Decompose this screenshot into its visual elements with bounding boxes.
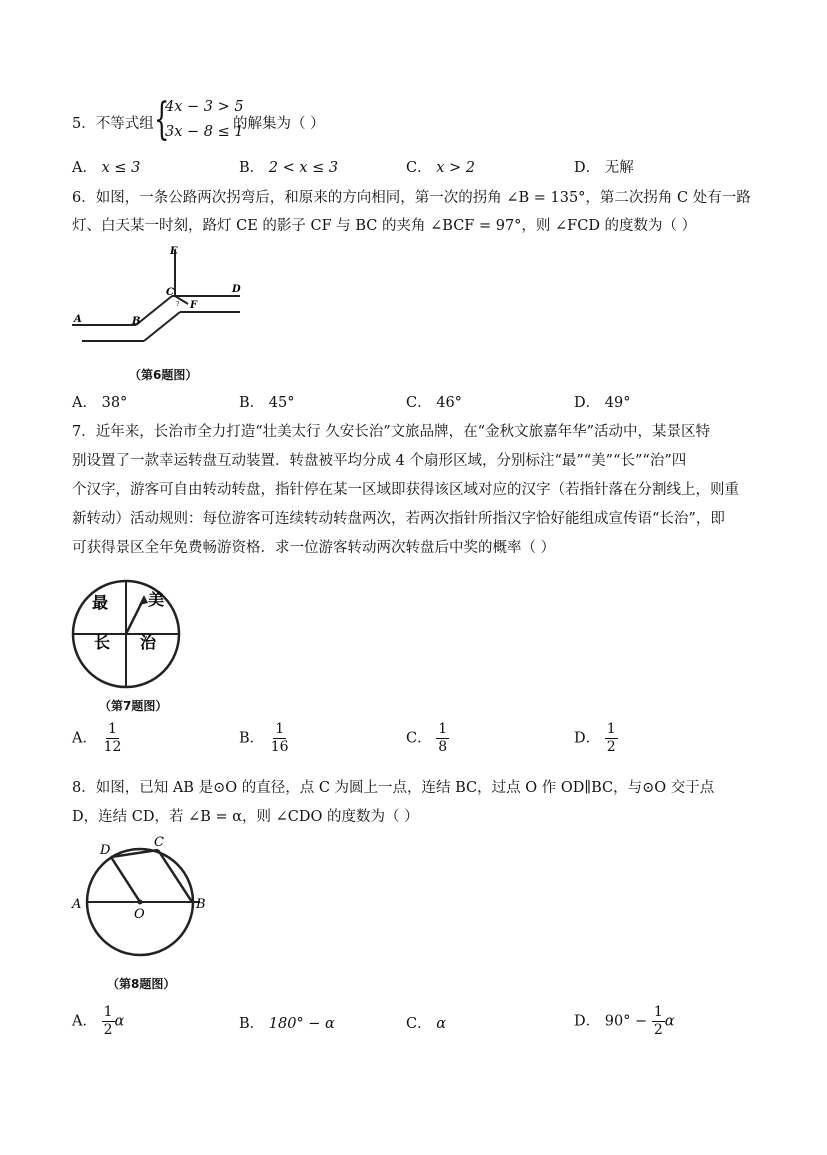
q6-option-d[interactable]: [574, 391, 630, 412]
label-b: B: [196, 897, 206, 912]
option-value: 2 < x ≤ 3: [268, 160, 339, 176]
option-label: C．: [406, 730, 432, 747]
option-value: α: [664, 1013, 675, 1030]
center-point: [138, 900, 143, 905]
label-d: D: [100, 843, 111, 858]
option-label: B．: [239, 730, 265, 747]
numerator: 1: [103, 1004, 113, 1020]
q7-line3: 个汉字，游客可自由转动转盘，指针停在某一区域即获得该区域对应的汉字（若指针落在分割线上，则重: [72, 482, 739, 498]
fraction: [436, 721, 449, 756]
q8-line1: 8．如图，已知 AB 是⊙O 的直径，点 C 为圆上一点，连结 BC，过点 O 作 OD∥BC，与⊙O 交于点: [72, 780, 715, 796]
q5-lead: 5．不等式组: [72, 116, 154, 132]
option-value: 38°: [101, 395, 128, 411]
numerator: 1: [275, 721, 285, 737]
q8-option-a[interactable]: [72, 1004, 124, 1039]
option-label: B．: [239, 1016, 265, 1032]
q7-line5: 可获得景区全年免费畅游资格．求一位游客转动两次转盘后中奖的概率（ ）: [72, 540, 556, 556]
arrow-head-icon: [139, 595, 148, 605]
q7-caption: （第7题图）: [99, 699, 168, 713]
denominator: 2: [653, 1021, 663, 1038]
q5-option-a[interactable]: [72, 156, 140, 177]
q5-tail: 的解集为（ ）: [233, 116, 325, 132]
denominator: 2: [103, 1021, 113, 1038]
numerator: 1: [108, 721, 117, 737]
option-label: D．: [574, 730, 601, 747]
label-q: ?: [176, 301, 180, 308]
fraction: [102, 721, 124, 756]
sector-zhi: 治: [140, 633, 157, 652]
label-d: D: [232, 284, 241, 295]
q6-line1: 6．如图，一条公路两次拐弯后，和原来的方向相同，第一次的拐角 ∠B = 135°，第二次拐角 C 处有一路: [72, 190, 751, 206]
numerator: 1: [438, 721, 448, 737]
option-value: α: [114, 1013, 125, 1030]
option-value: 49°: [604, 395, 631, 411]
q8-line2: D，连结 CD，若 ∠B = α，则 ∠CDO 的度数为（ ）: [72, 809, 419, 825]
q5-ineq1: 4x − 3 > 5: [165, 99, 244, 115]
option-label: A．: [72, 730, 97, 747]
q6-option-a[interactable]: [72, 391, 127, 412]
q7-line1: 7．近年来，长治市全力打造“壮美太行 久安长治”文旅品牌，在“金秋文旅嘉年华”活动中，某景区特: [72, 424, 710, 440]
denominator: 8: [438, 738, 448, 755]
fraction: [605, 721, 618, 756]
denominator: 2: [606, 738, 616, 755]
option-value: x > 2: [436, 160, 475, 176]
option-label: B．: [239, 160, 265, 176]
option-label: C．: [406, 395, 432, 411]
q6-road-figure: [68, 240, 248, 350]
fraction: [652, 1004, 665, 1039]
option-label: B．: [239, 395, 265, 411]
option-value: α: [436, 1016, 447, 1032]
q7-line4: 新转动）活动规则：每位游客可连续转动转盘两次，若两次指针所指汉字恰好能组成宣传语“长治”，即: [72, 511, 725, 527]
label-a: A: [72, 897, 82, 912]
fraction: [269, 721, 291, 756]
q7-line2: 别设置了一款幸运转盘互动装置．转盘被平均分成 4 个扇形区域，分别标注“最”“美”“长”“治”四: [72, 453, 687, 469]
denominator: 12: [103, 738, 122, 755]
q8-circle-figure: [68, 832, 218, 964]
q5-option-b[interactable]: [239, 156, 338, 177]
q8-option-c[interactable]: [406, 1012, 446, 1033]
label-c: C: [166, 287, 174, 298]
sector-chang: 长: [94, 633, 111, 652]
option-label: A．: [72, 1013, 97, 1030]
option-value: 无解: [604, 160, 634, 176]
q6-line2: 灯、白天某一时刻，路灯 CE 的影子 CF 与 BC 的夹角 ∠BCF = 97°，则 ∠FCD 的度数为（ ）: [72, 218, 697, 234]
option-label: D．: [574, 1013, 601, 1030]
option-value: 180° − α: [268, 1016, 335, 1032]
option-value-prefix: 90° −: [604, 1013, 652, 1030]
label-f: F: [190, 300, 198, 311]
label-e: E: [170, 246, 178, 257]
option-value: 46°: [436, 395, 462, 411]
sector-mei: 美: [148, 590, 165, 609]
option-value: x ≤ 3: [101, 160, 141, 176]
q7-option-c[interactable]: [406, 721, 449, 756]
numerator: 1: [653, 1004, 663, 1020]
option-label: C．: [406, 160, 432, 176]
q7-spinner-figure: [70, 578, 182, 690]
q6-option-c[interactable]: [406, 391, 462, 412]
option-value: 45°: [268, 395, 295, 411]
q7-option-b[interactable]: [239, 721, 291, 756]
option-label: A．: [72, 395, 97, 411]
label-c: C: [154, 835, 164, 850]
q5-ineq2: 3x − 8 ≤ 1: [165, 124, 244, 140]
q7-option-d[interactable]: [574, 721, 618, 756]
q5-brace: {: [154, 94, 170, 145]
numerator: 1: [606, 721, 616, 737]
q8-option-d[interactable]: [574, 1004, 675, 1039]
option-label: D．: [574, 160, 601, 176]
q7-option-a[interactable]: [72, 721, 123, 756]
q5-option-c[interactable]: [406, 156, 475, 177]
option-label: C．: [406, 1016, 432, 1032]
sector-zui: 最: [92, 593, 109, 612]
option-label: A．: [72, 160, 97, 176]
segment-od: [111, 857, 140, 902]
option-label: D．: [574, 395, 601, 411]
q6-caption: （第6题图）: [129, 368, 198, 382]
denominator: 16: [270, 738, 289, 755]
q8-caption: （第8题图）: [107, 977, 176, 991]
q6-option-b[interactable]: [239, 391, 294, 412]
label-a: A: [74, 314, 82, 325]
q8-option-b[interactable]: [239, 1012, 335, 1033]
label-b: B: [132, 316, 141, 327]
q5-option-d[interactable]: [574, 156, 634, 177]
label-o: O: [134, 907, 145, 922]
fraction: [102, 1004, 115, 1039]
